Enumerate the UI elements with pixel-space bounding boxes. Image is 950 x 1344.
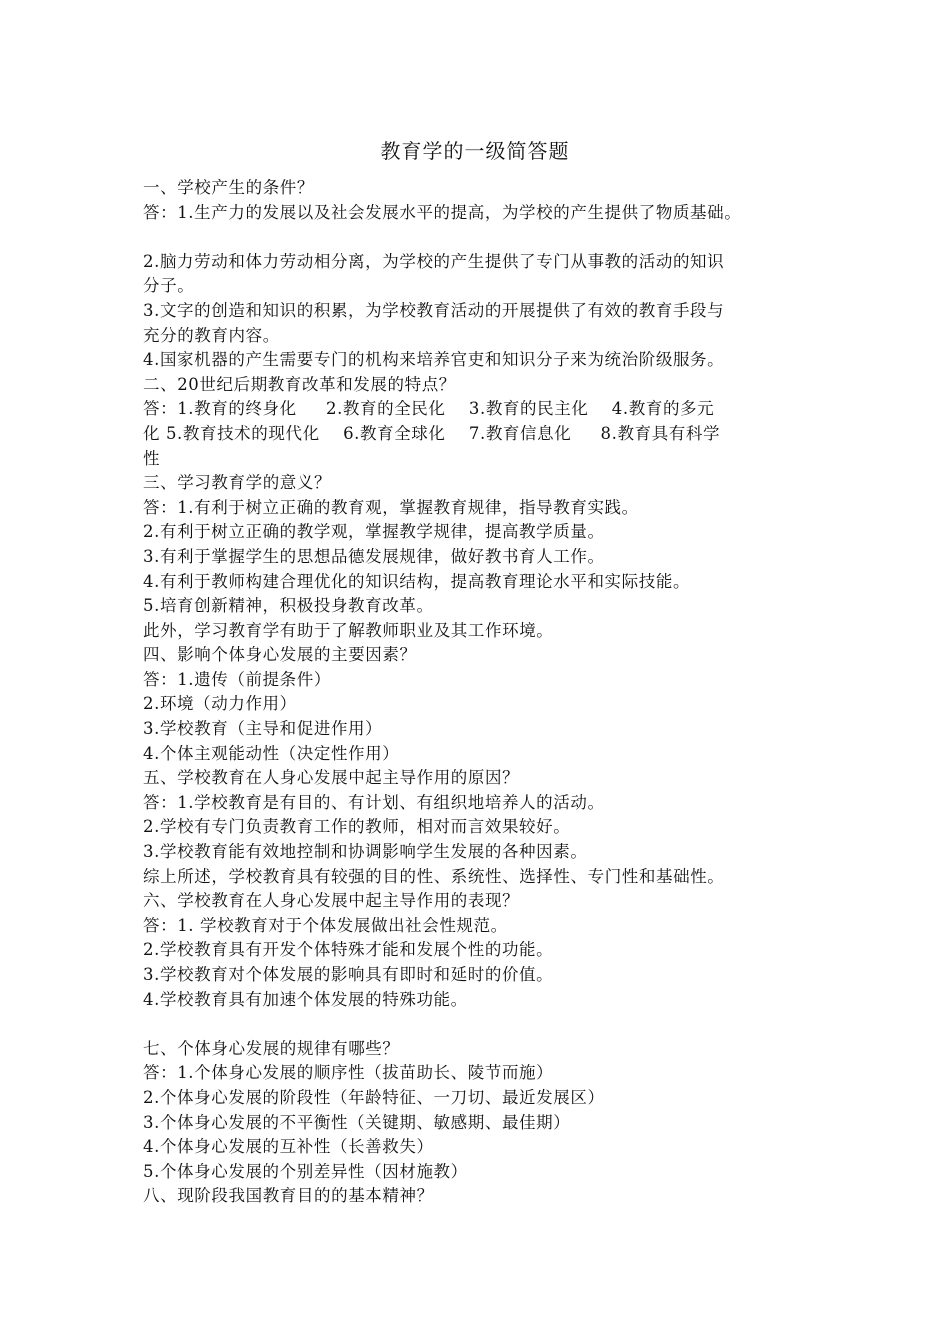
text-line: 分子。 — [143, 276, 195, 296]
text-line: 综上所述，学校教育具有较强的目的性、系统性、选择性、专门性和基础性。 — [143, 866, 725, 886]
text-line: 答：1.教育的终身化 2.教育的全民化 3.教育的民主化 4.教育的多元 — [143, 399, 715, 419]
text-line: 2.个体身心发展的阶段性（年龄特征、一刀切、最近发展区） — [143, 1087, 605, 1107]
text-line: 一、学校产生的条件？ — [143, 178, 314, 197]
text-line: 3.个体身心发展的不平衡性（关键期、敏感期、最佳期） — [143, 1112, 571, 1132]
text-line: 答：1.有利于树立正确的教育观，掌握教育规律，指导教育实践。 — [143, 497, 639, 517]
text-line: 3.学校教育能有效地控制和协调影响学生发展的各种因素。 — [143, 842, 588, 862]
text-line: 5.培育创新精神，积极投身教育改革。 — [143, 596, 434, 616]
text-line: 3.有利于掌握学生的思想品德发展规律，做好教书育人工作。 — [143, 546, 605, 566]
text-line: 五、学校教育在人身心发展中起主导作用的原因？ — [143, 768, 520, 788]
blank-line — [143, 225, 823, 250]
text-line: 答：1. 学校教育对于个体发展做出社会性规范。 — [143, 915, 508, 935]
text-line: 2.学校教育具有开发个体特殊才能和发展个性的功能。 — [143, 940, 554, 960]
text-line: 四、影响个体身心发展的主要因素？ — [143, 645, 417, 665]
text-line: 2.脑力劳动和体力劳动相分离，为学校的产生提供了专门从事教的活动的知识 — [143, 251, 725, 271]
text-line: 2.学校有专门负责教育工作的教师，相对而言效果较好。 — [143, 817, 571, 837]
text-line: 化 5.教育技术的现代化 6.教育全球化 7.教育信息化 8.教育具有科学 — [143, 423, 721, 443]
text-line: 3.学校教育（主导和促进作用） — [143, 719, 383, 739]
text-line: 5.个体身心发展的个别差异性（因材施教） — [143, 1161, 468, 1181]
blank-line — [143, 1012, 823, 1037]
text-line: 3.学校教育对个体发展的影响具有即时和延时的价值。 — [143, 965, 554, 984]
text-line: 二、20世纪后期教育改革和发展的特点？ — [143, 374, 456, 394]
text-line: 2.有利于树立正确的教学观，掌握教学规律，提高教学质量。 — [143, 522, 605, 542]
text-line: 4.个体主观能动性（决定性作用） — [143, 743, 400, 763]
text-line: 答：1.个体身心发展的顺序性（拔苗助长、陵节而施） — [143, 1063, 554, 1083]
document-body — [143, 176, 823, 1209]
text-line: 3.文字的创造和知识的积累，为学校教育活动的开展提供了有效的教育手段与 — [143, 300, 725, 320]
text-line: 答：1.学校教育是有目的、有计划、有组织地培养人的活动。 — [143, 792, 605, 812]
document-title: 教育学的一级简答题 — [380, 139, 570, 163]
text-line: 六、学校教育在人身心发展中起主导作用的表现？ — [143, 891, 520, 911]
text-line: 4.国家机器的产生需要专门的机构来培养官吏和知识分子来为统治阶级服务。 — [143, 350, 725, 370]
text-line: 七、个体身心发展的规律有哪些？ — [143, 1038, 400, 1058]
text-line: 此外，学习教育学有助于了解教师职业及其工作环境。 — [143, 620, 554, 640]
text-line: 答：1.生产力的发展以及社会发展水平的提高，为学校的产生提供了物质基础。 — [143, 202, 742, 222]
text-line: 三、学习教育学的意义？ — [143, 473, 332, 493]
text-line: 充分的教育内容。 — [143, 325, 280, 345]
text-line: 4.有利于教师构建合理优化的知识结构，提高教育理论水平和实际技能。 — [143, 571, 691, 591]
text-line: 4.个体身心发展的互补性（长善救失） — [143, 1137, 434, 1157]
text-line: 2.环境（动力作用） — [143, 694, 297, 714]
text-line: 八、现阶段我国教育目的的基本精神？ — [143, 1186, 434, 1206]
text-line: 性 — [143, 448, 161, 468]
text-line: 4.学校教育具有加速个体发展的特殊功能。 — [143, 989, 468, 1009]
text-line: 答：1.遗传（前提条件） — [143, 669, 331, 689]
